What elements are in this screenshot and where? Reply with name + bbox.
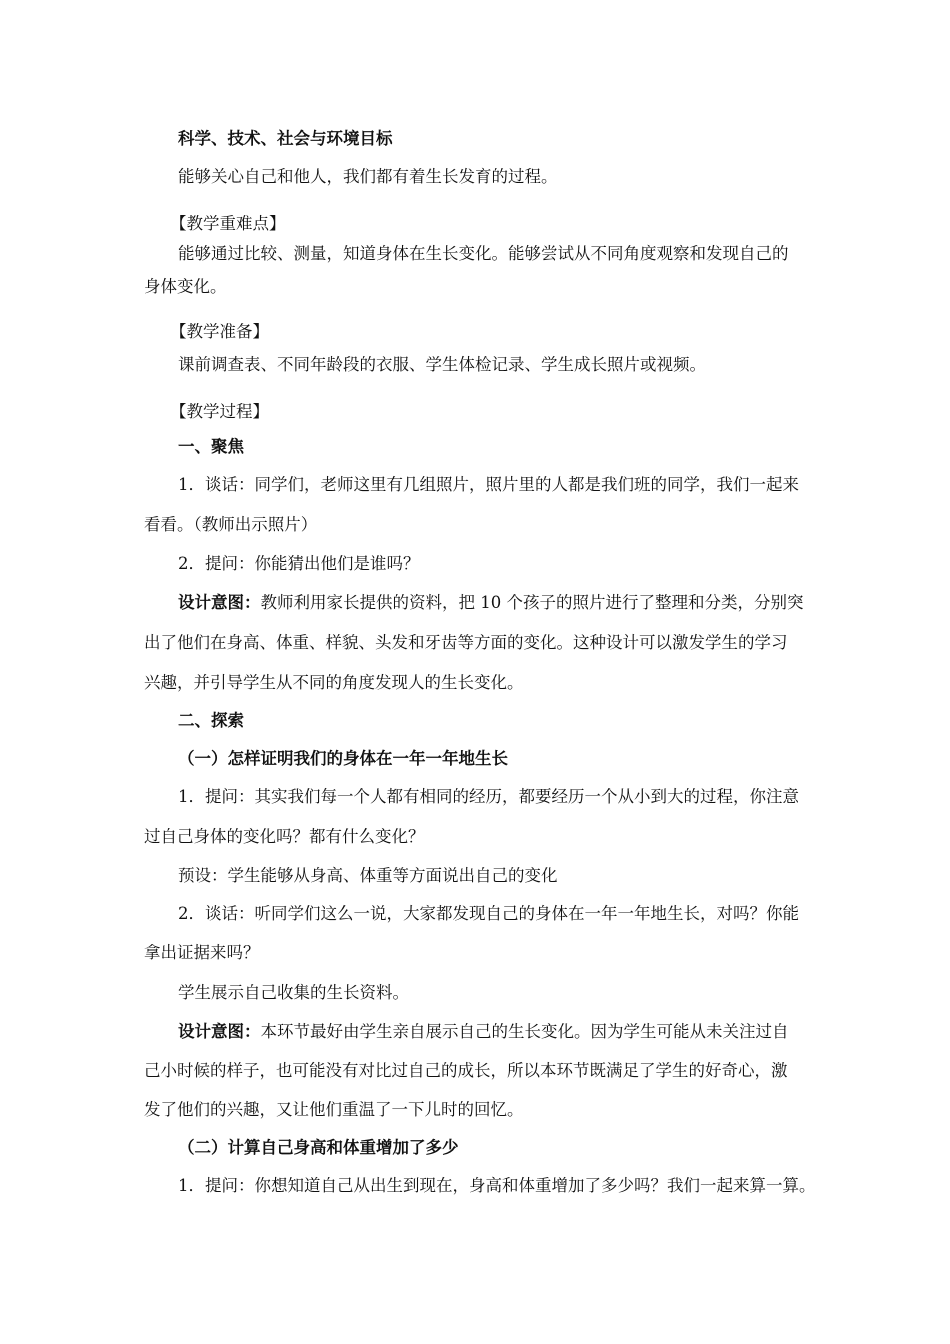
sci-heading: 科学、技术、社会与环境目标	[178, 129, 393, 148]
explore-item-1-line-1: 1．提问：其实我们每一个人都有相同的经历，都要经历一个从小到大的过程，你注意	[178, 787, 799, 806]
design-intent-2-text: 本环节最好由学生亲自展示自己的生长变化。因为学生可能从未关注过自	[260, 1022, 789, 1041]
key-text-line-2: 身体变化。	[144, 277, 227, 296]
design-intent-2-line-1	[178, 1021, 858, 1043]
focus-item-1-line-1: 1．谈话：同学们，老师这里有几组照片，照片里的人都是我们班的同学，我们一起来	[178, 475, 799, 494]
prep-heading: 【教学准备】	[170, 322, 269, 341]
sci-text: 能够关心自己和他人，我们都有着生长发育的过程。	[178, 167, 558, 186]
design-intent-2-line-3: 发了他们的兴趣，又让他们重温了一下儿时的回忆。	[144, 1100, 524, 1119]
explore-preset: 预设：学生能够从身高、体重等方面说出自己的变化	[178, 866, 558, 885]
explore-item-2-line-2: 拿出证据来吗？	[144, 943, 260, 962]
focus-heading: 一、聚焦	[178, 437, 244, 456]
sub-heading-2: （二）计算自己身高和体重增加了多少	[178, 1138, 459, 1157]
process-heading: 【教学过程】	[170, 402, 269, 421]
explore-show: 学生展示自己收集的生长资料。	[178, 983, 409, 1002]
design-intent-label: 设计意图：	[178, 593, 261, 612]
explore-item-1-line-2: 过自己身体的变化吗？都有什么变化？	[144, 827, 425, 846]
design-intent-label: 设计意图：	[178, 1022, 261, 1041]
key-heading: 【教学重难点】	[170, 214, 286, 233]
prep-text: 课前调查表、不同年龄段的衣服、学生体检记录、学生成长照片或视频。	[178, 355, 706, 374]
explore-heading: 二、探索	[178, 711, 244, 730]
focus-item-1-line-2: 看看。（教师出示照片）	[144, 515, 318, 534]
sub-heading-1: （一）怎样证明我们的身体在一年一年地生长	[178, 749, 508, 768]
design-intent-2-line-2: 己小时候的样子，也可能没有对比过自己的成长，所以本环节既满足了学生的好奇心，激	[144, 1061, 788, 1080]
focus-item-2: 2．提问：你能猜出他们是谁吗？	[178, 554, 420, 573]
design-intent-1-line-2: 出了他们在身高、体重、样貌、头发和牙齿等方面的变化。这种设计可以激发学生的学习	[144, 633, 788, 652]
design-intent-1-line-3: 兴趣，并引导学生从不同的角度发现人的生长变化。	[144, 673, 524, 692]
design-intent-1-text: 教师利用家长提供的资料，把 10 个孩子的照片进行了整理和分类，分别突	[260, 593, 804, 612]
key-text-line-1: 能够通过比较、测量，知道身体在生长变化。能够尝试从不同角度观察和发现自己的	[178, 244, 789, 263]
calc-item-1: 1．提问：你想知道自己从出生到现在，身高和体重增加了多少吗？我们一起来算一算。	[178, 1176, 816, 1195]
explore-item-2-line-1: 2．谈话：听同学们这么一说，大家都发现自己的身体在一年一年地生长，对吗？你能	[178, 904, 799, 923]
design-intent-1-line-1	[178, 592, 858, 614]
